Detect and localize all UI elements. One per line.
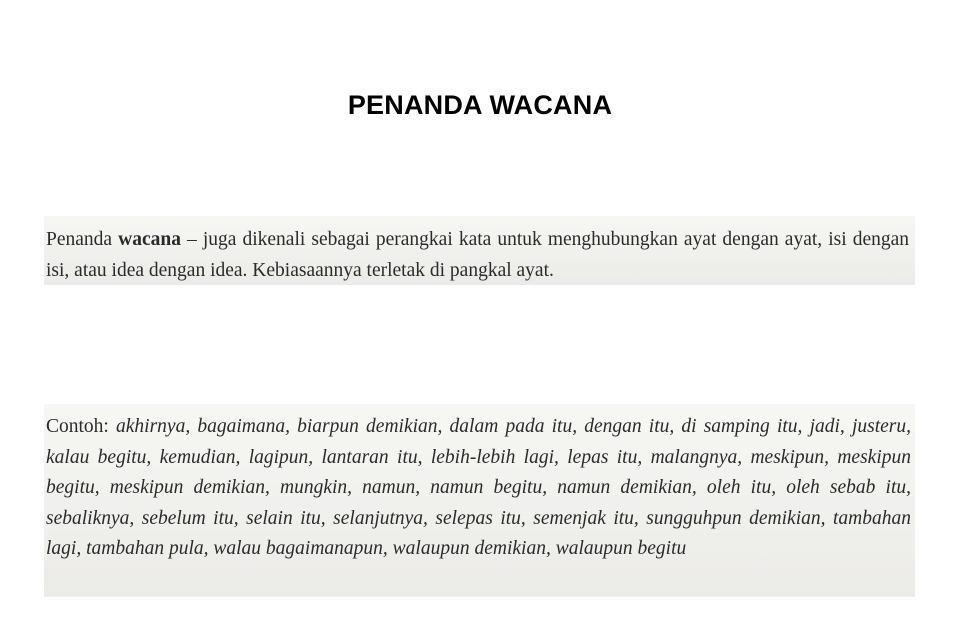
definition-first-word: Penanda [46, 229, 113, 250]
definition-passage [44, 216, 915, 285]
definition-text: – juga dikenali sebagai perangkai kata untuk menghubungkan ayat dengan ayat, isi dengan isi, atau idea dengan idea. Kebiasaannya terletak di pangkal ayat. [46, 229, 909, 281]
examples-label: Contoh: [46, 416, 109, 437]
examples-passage [44, 404, 915, 597]
examples-list: akhirnya, bagaimana, biarpun demikian, dalam pada itu, dengan itu, di samping itu, jadi, justeru, kalau begitu, kemudian, lagipun, lantaran itu, lebih-lebih lagi, lepas itu, malangnya, meskipun, meskipun begitu, meskipun demikian, mungkin, namun, namun begitu, namun demikian, oleh itu, oleh sebab itu, sebaliknya, sebelum itu, selain itu, selanjutnya, selepas itu, semenjak itu, sungguhpun demikian, tambahan lagi, tambahan pula, walau bagaimanapun, walaupun demikian, walaupun begitu [46, 416, 911, 559]
slide-title: PENANDA WACANA [347, 90, 613, 120]
definition-term: wacana [118, 229, 181, 250]
